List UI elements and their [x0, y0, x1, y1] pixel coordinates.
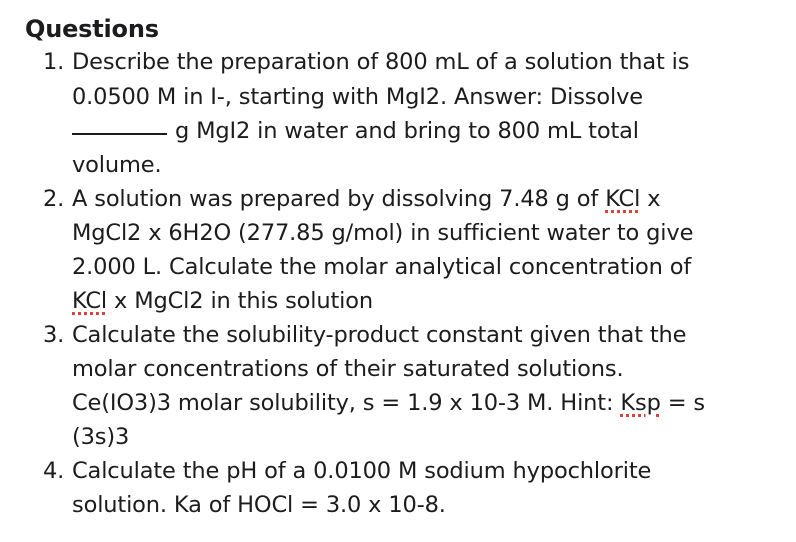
question-2-number: 2.: [43, 186, 65, 212]
question-2-line-1-end: x: [640, 186, 661, 212]
question-1-line-3: [72, 114, 639, 148]
question-1-number: 1.: [43, 49, 65, 75]
question-2-line-1: [72, 182, 660, 216]
question-3-line-2: molar concentrations of their saturated solutions.: [72, 356, 624, 382]
answer-blank: [72, 133, 167, 135]
question-3-line-3: [72, 386, 705, 420]
question-4-line-2: solution. Ka of HOCl = 3.0 x 10-8.: [72, 492, 446, 518]
spellcheck-flagged-word[interactable]: KCl: [605, 186, 641, 212]
question-1-line-1: Describe the preparation of 800 mL of a solution that is: [72, 49, 690, 75]
question-2-line-2: MgCl2 x 6H2O (277.85 g/mol) in sufficient water to give: [72, 220, 694, 246]
question-3-line-3-end: = s: [660, 390, 705, 416]
question-2-line-4: [72, 284, 373, 318]
question-3-line-3-text: Ce(IO3)3 molar solubility, s = 1.9 x 10-3 M. Hint:: [72, 390, 621, 416]
question-3-number: 3.: [43, 322, 65, 348]
question-3-line-1: Calculate the solubility-product constant given that the: [72, 322, 687, 348]
question-3-line-4: (3s)3: [72, 424, 130, 450]
question-2-line-1-text: A solution was prepared by dissolving 7.48 g of: [72, 186, 606, 212]
question-1-line-4: volume.: [72, 152, 162, 178]
question-2-line-4-text: x MgCl2 in this solution: [107, 288, 374, 314]
question-4-line-1: Calculate the pH of a 0.0100 M sodium hypochlorite: [72, 458, 652, 484]
page-title: Questions: [25, 15, 159, 43]
question-4-number: 4.: [43, 458, 65, 484]
spellcheck-flagged-word[interactable]: KCl: [72, 288, 108, 314]
spellcheck-flagged-word[interactable]: Ksp: [620, 390, 661, 416]
question-1-line-3-text: g MgI2 in water and bring to 800 mL total: [175, 118, 639, 144]
question-2-line-3: 2.000 L. Calculate the molar analytical concentration of: [72, 254, 692, 280]
question-1-line-2: 0.0500 M in I-, starting with MgI2. Answer: Dissolve: [72, 84, 643, 110]
